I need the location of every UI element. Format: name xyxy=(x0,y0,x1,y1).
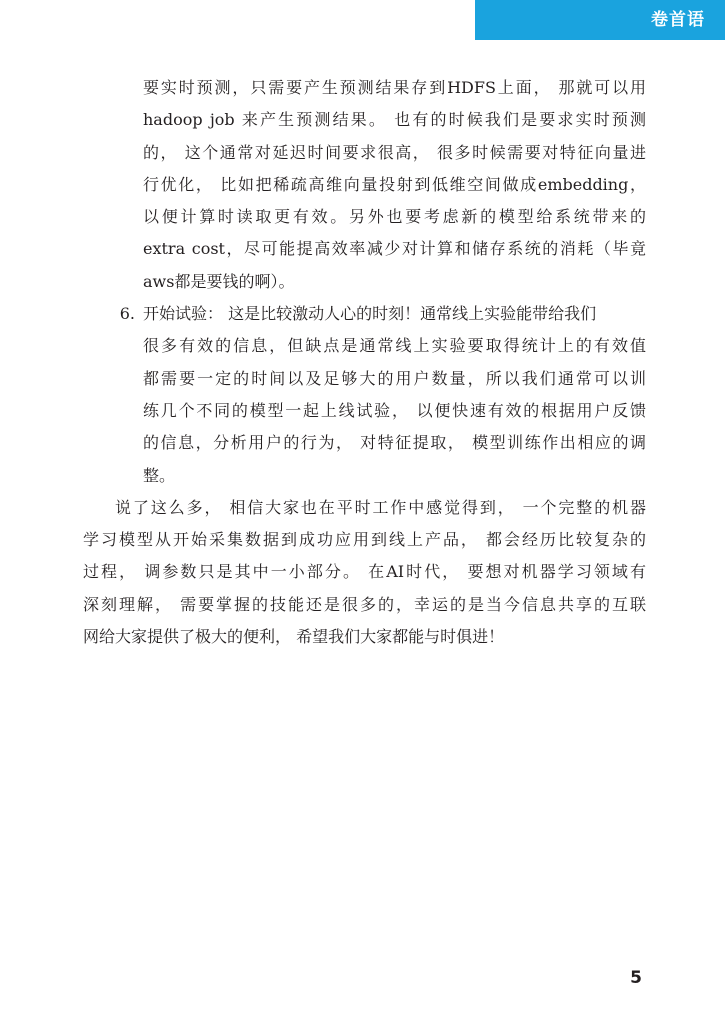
closing-paragraph xyxy=(83,492,646,653)
text-line: 练几个不同的模型一起上线试验， 以便快速有效的根据用户反馈 xyxy=(143,400,646,420)
section-header-tab xyxy=(475,0,725,40)
list-item-5-continuation xyxy=(83,72,646,298)
text-line: 深刻理解， 需要掌握的技能还是很多的，幸运的是当今信息共享的互联 xyxy=(83,594,646,614)
text-line: 要实时预测，只需要产生预测结果存到HDFS上面， 那就可以用 xyxy=(143,78,646,97)
text-line: extra cost，尽可能提高效率减少对计算和储存系统的消耗（毕竟 xyxy=(143,239,646,259)
text-line: aws都是要钱的啊）。 xyxy=(143,271,295,291)
text-line: 说了这么多， 相信大家也在平时工作中感觉得到， 一个完整的机器 xyxy=(115,497,646,517)
text-line: 过程， 调参数只是其中一小部分。 在AI时代， 要想对机器学习领域有 xyxy=(83,562,646,582)
text-line: 都需要一定的时间以及足够大的用户数量，所以我们通常可以训 xyxy=(143,368,646,388)
text-line: 很多有效的信息，但缺点是通常线上实验要取得统计上的有效值 xyxy=(143,336,646,356)
text-line: 行优化， 比如把稀疏高维向量投射到低维空间做成embedding， xyxy=(143,174,646,194)
page-body xyxy=(83,72,646,653)
text-line: hadoop job 来产生预测结果。 也有的时候我们是要求实时预测 xyxy=(143,110,646,130)
text-line: 的， 这个通常对延迟时间要求很高， 很多时候需要对特征向量进 xyxy=(143,142,646,162)
text-line: 的信息，分析用户的行为， 对特征提取， 模型训练作出相应的调 xyxy=(143,433,646,453)
list-item-6 xyxy=(83,298,646,492)
text-line xyxy=(83,298,646,330)
text-line: 整。 xyxy=(143,465,176,485)
text-line: 以便计算时读取更有效。另外也要考虑新的模型给系统带来的 xyxy=(143,207,646,227)
text-line: 学习模型从开始采集数据到成功应用到线上产品， 都会经历比较复杂的 xyxy=(83,530,646,550)
list-item-number: 6. xyxy=(119,304,135,324)
text-line: 网给大家提供了极大的便利， 希望我们大家都能与时俱进！ xyxy=(83,627,505,647)
page-number: 5 xyxy=(630,968,642,988)
section-header-label: 卷首语 xyxy=(651,10,705,30)
list-item-text: 开始试验： 这是比较激动人心的时刻！通常线上实验能带给我们 xyxy=(143,304,597,324)
